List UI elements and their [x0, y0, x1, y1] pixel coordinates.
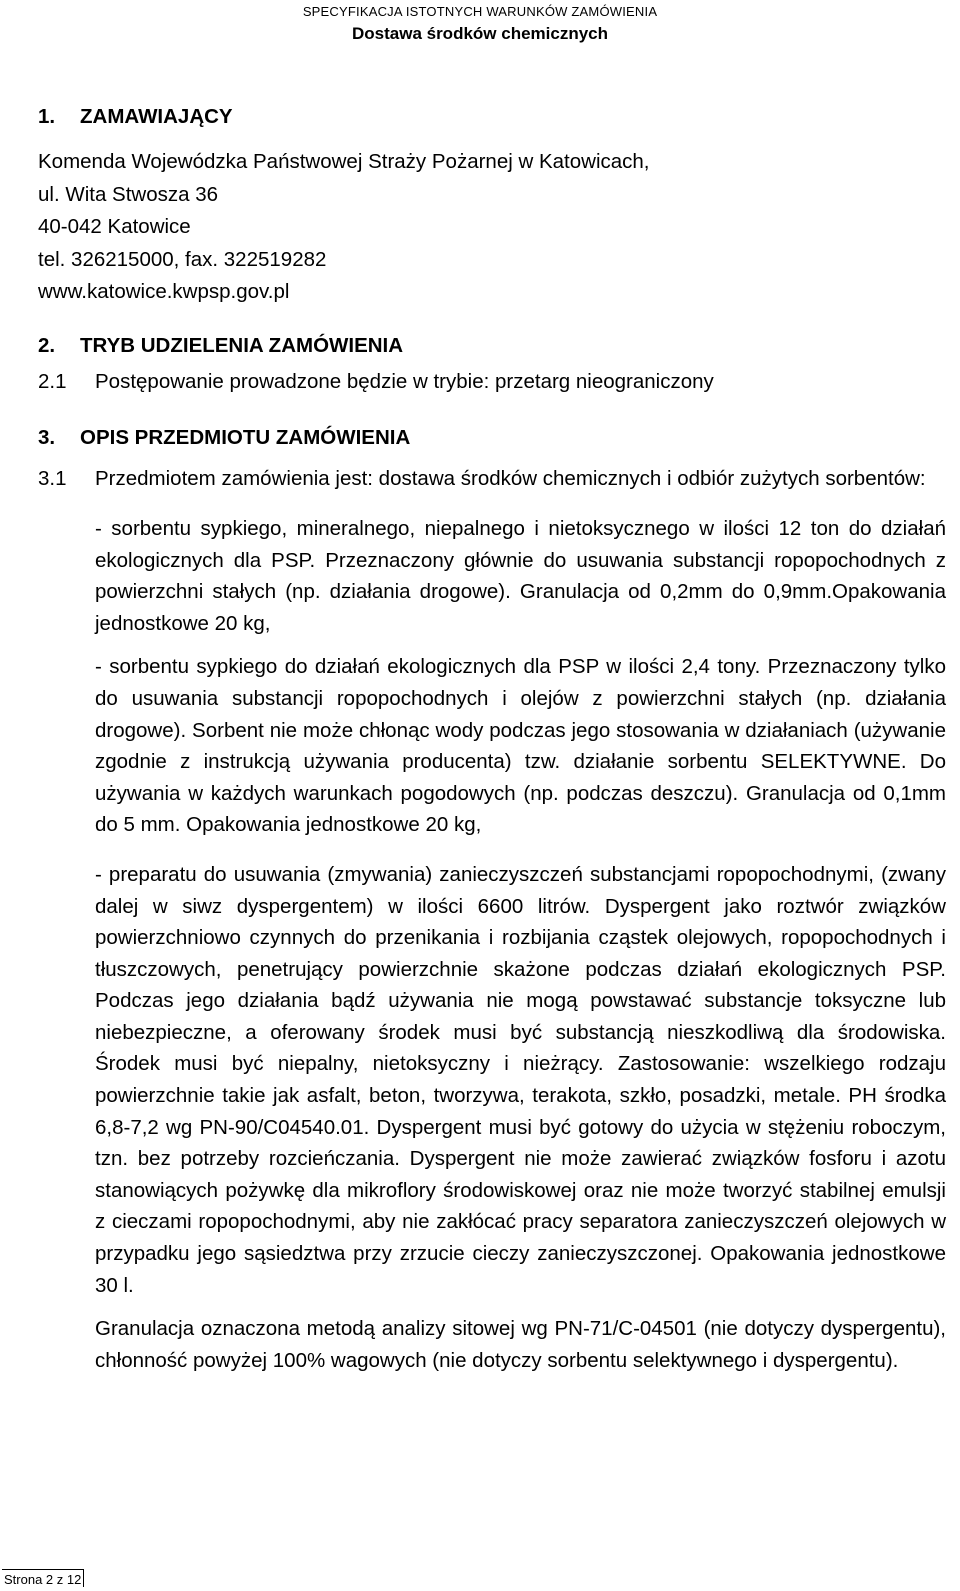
- sorbent-selective-paragraph: - sorbentu sypkiego do działań ekologicznych dla PSP w ilości 2,4 tony. Przeznaczony tylko do usuwania substancji ropopochodnych i olejów z powierzchni stałych (np. działania drogowe). Sorbent nie może chłonąc wody podczas jego stosowania w działaniach (używanie zgodnie z instrukcją używania producenta) tzw. działanie sorbentu SELEKTYWNE. Do używania w każdych warunkach pogodowych (np. podczas deszczu). Granulacja od 0,1mm do 5 mm. Opakowania jednostkowe 20 kg,: [95, 655, 946, 837]
- document-title: Dostawa środków chemicznych: [351, 24, 609, 43]
- section-2-heading: [38, 329, 946, 363]
- section-number: 3.: [38, 426, 56, 450]
- address-line: ul. Wita Stwosza 36: [38, 182, 219, 206]
- page-number: Strona 2 z 12: [2, 1569, 84, 1587]
- section-number: 1.: [38, 105, 56, 128]
- item-text: Postępowanie prowadzone będzie w trybie: przetarg nieograniczony: [95, 369, 714, 393]
- item-number: 3.1: [38, 467, 67, 491]
- item-number: 2.1: [38, 369, 67, 393]
- section-1-heading: [38, 100, 946, 134]
- address-line: 40-042 Katowice: [38, 215, 191, 239]
- item-text: Przedmiotem zamówienia jest: dostawa środków chemicznych i odbiór zużytych sorbentów:: [95, 467, 926, 491]
- sorbent-mineral-paragraph: - sorbentu sypkiego, mineralnego, niepalnego i nietoksycznego w ilości 12 ton do działań ekologicznych dla PSP. Przeznaczony głównie do usuwania substancji ropopochodnych z powierzchni stałych (np. działania drogowe). Granulacja od 0,2mm do 0,9mm.Opakowania jednostkowe 20 kg,: [95, 516, 946, 635]
- document-body: [38, 100, 946, 1376]
- section-3-heading: [38, 421, 946, 455]
- page-header: [0, 4, 960, 46]
- item-3-1: [38, 463, 946, 495]
- website-link[interactable]: www.katowice.kwpsp.gov.pl: [38, 280, 290, 304]
- dispersant-paragraph: - preparatu do usuwania (zmywania) zanieczyszczeń substancjami ropopochodnymi, (zwany dalej w siwz dyspergentem) w ilości 6600 litrów. Dyspergent jako roztwór związków powierzchniowo czynnych do przenikania i rozbijania cząstek olejowych, ropopochodnych i tłuszczowych, penetrujący powierzchnie skażone podczas działań ekologicznych PSP. Podczas jego działania bądź używania nie mogą powstawać substancje toksyczne lub niebezpieczne, a oferowany środek musi być substancją nieszkodliwą dla środowiska. Środek musi być niepalny, nietoksyczny i nieżrący. Zastosowanie: wszelkiego rodzaju powierzchnie takie jak asfalt, beton, tworzywa, terakota, szkło, posadzki, metale. PH środka 6,8-7,2 wg PN-90/C04540.01. Dyspergent musi być gotowy do użycia w stężeniu roboczym, tzn. bez potrzeby rozcieńczania. Dyspergent nie może zawierać związków fosforu i azotu stanowiących pożywkę dla mikroflory środowiskowej oraz nie może tworzyć stabilnej emulsji z cieczami ropopochodnymi, aby nie zakłócać pracy separatora zanieczyszczeń olejowych w przypadku jego sąsiedztwa przy zrzucie cieczy zanieczyszczonej. Opakowania jednostkowe 30 l.: [95, 862, 946, 1297]
- orderer-address: [38, 146, 946, 309]
- address-line: Komenda Wojewódzka Państwowej Straży Pożarnej w Katowicach,: [38, 150, 650, 173]
- granulation-note: Granulacja oznaczona metodą analizy sitowej wg PN-71/C-04501 (nie dotyczy dyspergentu), chłonność powyżej 100% wagowych (nie dotyczy sorbentu selektywnego i dyspergentu).: [95, 1317, 946, 1372]
- section-title: OPIS PRZEDMIOTU ZAMÓWIENIA: [80, 426, 411, 450]
- section-title: ZAMAWIAJĄCY: [80, 105, 233, 128]
- document-type: SPECYFIKACJA ISTOTNYCH WARUNKÓW ZAMÓWIENIA: [302, 4, 658, 19]
- address-line: tel. 326215000, fax. 322519282: [38, 247, 327, 271]
- item-2-1: [38, 366, 946, 399]
- section-number: 2.: [38, 333, 56, 357]
- section-title: TRYB UDZIELENIA ZAMÓWIENIA: [80, 333, 404, 357]
